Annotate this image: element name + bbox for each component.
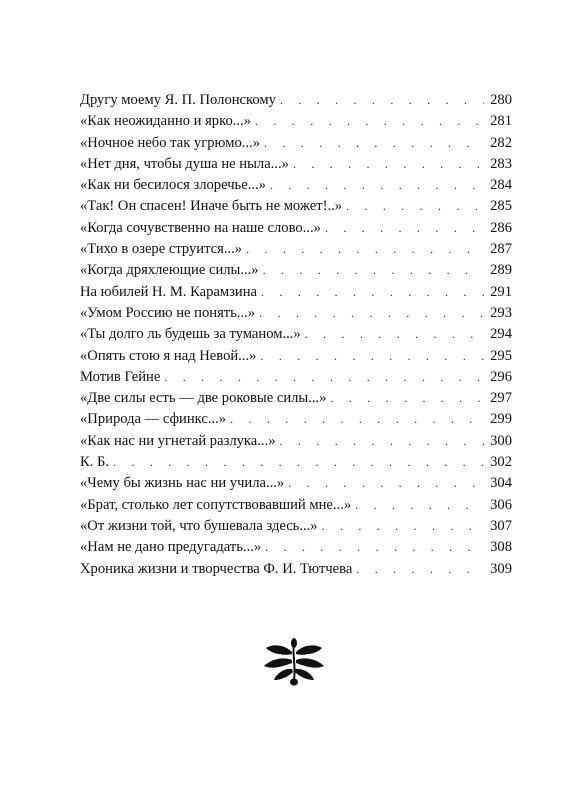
toc-entry-page: 294 (484, 324, 512, 345)
dot-leader (260, 346, 484, 367)
toc-entry-page: 299 (484, 409, 512, 430)
toc-entry (80, 367, 512, 388)
toc-entry-page: 295 (484, 346, 512, 367)
dot-leader (263, 260, 485, 281)
toc-entry (80, 175, 512, 196)
toc-entry-page: 280 (484, 90, 512, 111)
dot-leader (346, 196, 484, 217)
toc-entry-page: 302 (484, 452, 512, 473)
toc-entry-title: «Брат, столько лет сопутствовавший мне...» (80, 495, 355, 516)
toc-entry (80, 303, 512, 324)
toc-entry (80, 90, 512, 111)
toc-entry-title: «Чему бы жизнь нас ни учила...» (80, 473, 288, 494)
dot-leader (261, 282, 484, 303)
dot-leader (330, 388, 484, 409)
toc-entry-title: «Умом Россию не понять...» (80, 303, 259, 324)
toc-entry-title: «Нет дня, чтобы душа не ныла...» (80, 154, 293, 175)
dot-leader (322, 516, 485, 537)
toc-entry-page: 306 (484, 495, 512, 516)
toc-entry (80, 239, 512, 260)
toc-entry-page: 282 (484, 133, 512, 154)
toc-entry-page: 289 (484, 260, 512, 281)
toc-entry-page: 286 (484, 218, 512, 239)
toc-entry-title: «Ты долго ль будешь за туманом...» (80, 324, 305, 345)
toc-entry-page: 281 (484, 111, 512, 132)
dot-leader (280, 431, 485, 452)
toc-entry-page: 284 (484, 175, 512, 196)
dot-leader (356, 559, 484, 580)
toc-entry (80, 324, 512, 345)
toc-entry-title: «Нам не дано предугадать...» (80, 537, 265, 558)
toc-entry-title: «Опять стою я над Невой...» (80, 346, 260, 367)
toc-entry-page: 304 (484, 473, 512, 494)
toc-entry (80, 537, 512, 558)
dot-leader (325, 218, 484, 239)
toc-entry (80, 473, 512, 494)
dot-leader (355, 495, 484, 516)
dot-leader (259, 303, 484, 324)
toc-entry-title: Хроника жизни и творчества Ф. И. Тютчева (80, 559, 356, 580)
toc-entry-title: «Ночное небо так угрюмо...» (80, 133, 264, 154)
toc-entry (80, 388, 512, 409)
toc-entry-title: К. Б. (80, 452, 113, 473)
toc-entry-page: 285 (484, 196, 512, 217)
toc-entry-page: 300 (484, 431, 512, 452)
toc-entry-title: «От жизни той, что бушевала здесь...» (80, 516, 322, 537)
toc-entry (80, 282, 512, 303)
toc-entry-page: 308 (484, 537, 512, 558)
toc-entry (80, 260, 512, 281)
toc-entry (80, 218, 512, 239)
toc-entry-page: 296 (484, 367, 512, 388)
toc-entry (80, 133, 512, 154)
toc-entry-title: «Как неожиданно и ярко...» (80, 111, 255, 132)
toc-entry (80, 346, 512, 367)
toc-entry-title: «Когда сочувственно на наше слово...» (80, 218, 325, 239)
dot-leader (270, 175, 484, 196)
dot-leader (264, 133, 484, 154)
toc-entry-page: 283 (484, 154, 512, 175)
toc-entry-title: Другу моему Я. П. Полонскому (80, 90, 280, 111)
toc-entry (80, 559, 512, 580)
dot-leader (255, 111, 484, 132)
toc-entry-page: 309 (484, 559, 512, 580)
toc-entry-title: «Так! Он спасен! Иначе быть не может!..» (80, 196, 346, 217)
toc-entry (80, 495, 512, 516)
dot-leader (305, 324, 484, 345)
dot-leader (113, 452, 484, 473)
dot-leader (164, 367, 484, 388)
toc-entry-title: «Как ни бесилося злоречье...» (80, 175, 270, 196)
toc-entry-title: «Как нас ни угнетай разлука...» (80, 431, 280, 452)
toc-entry-page: 297 (484, 388, 512, 409)
toc-entry (80, 111, 512, 132)
toc-entry (80, 154, 512, 175)
toc-entry-title: «Когда дряхлеющие силы...» (80, 260, 263, 281)
toc-entry (80, 409, 512, 430)
toc-entry (80, 452, 512, 473)
dot-leader (293, 154, 484, 175)
floral-ornament-icon (262, 636, 326, 686)
dot-leader (265, 537, 484, 558)
table-of-contents (80, 90, 512, 580)
dot-leader (280, 90, 484, 111)
toc-entry-page: 291 (484, 282, 512, 303)
toc-entry-page: 307 (484, 516, 512, 537)
toc-entry-title: На юбилей Н. М. Карамзина (80, 282, 261, 303)
toc-entry-title: «Природа — сфинкс...» (80, 409, 230, 430)
toc-entry (80, 196, 512, 217)
toc-entry-page: 287 (484, 239, 512, 260)
toc-entry-page: 293 (484, 303, 512, 324)
toc-entry (80, 516, 512, 537)
toc-entry-title: «Тихо в озере струится...» (80, 239, 246, 260)
dot-leader (230, 409, 484, 430)
dot-leader (246, 239, 484, 260)
toc-entry (80, 431, 512, 452)
dot-leader (288, 473, 484, 494)
toc-entry-title: Мотив Гейне (80, 367, 164, 388)
toc-entry-title: «Две силы есть — две роковые силы...» (80, 388, 330, 409)
